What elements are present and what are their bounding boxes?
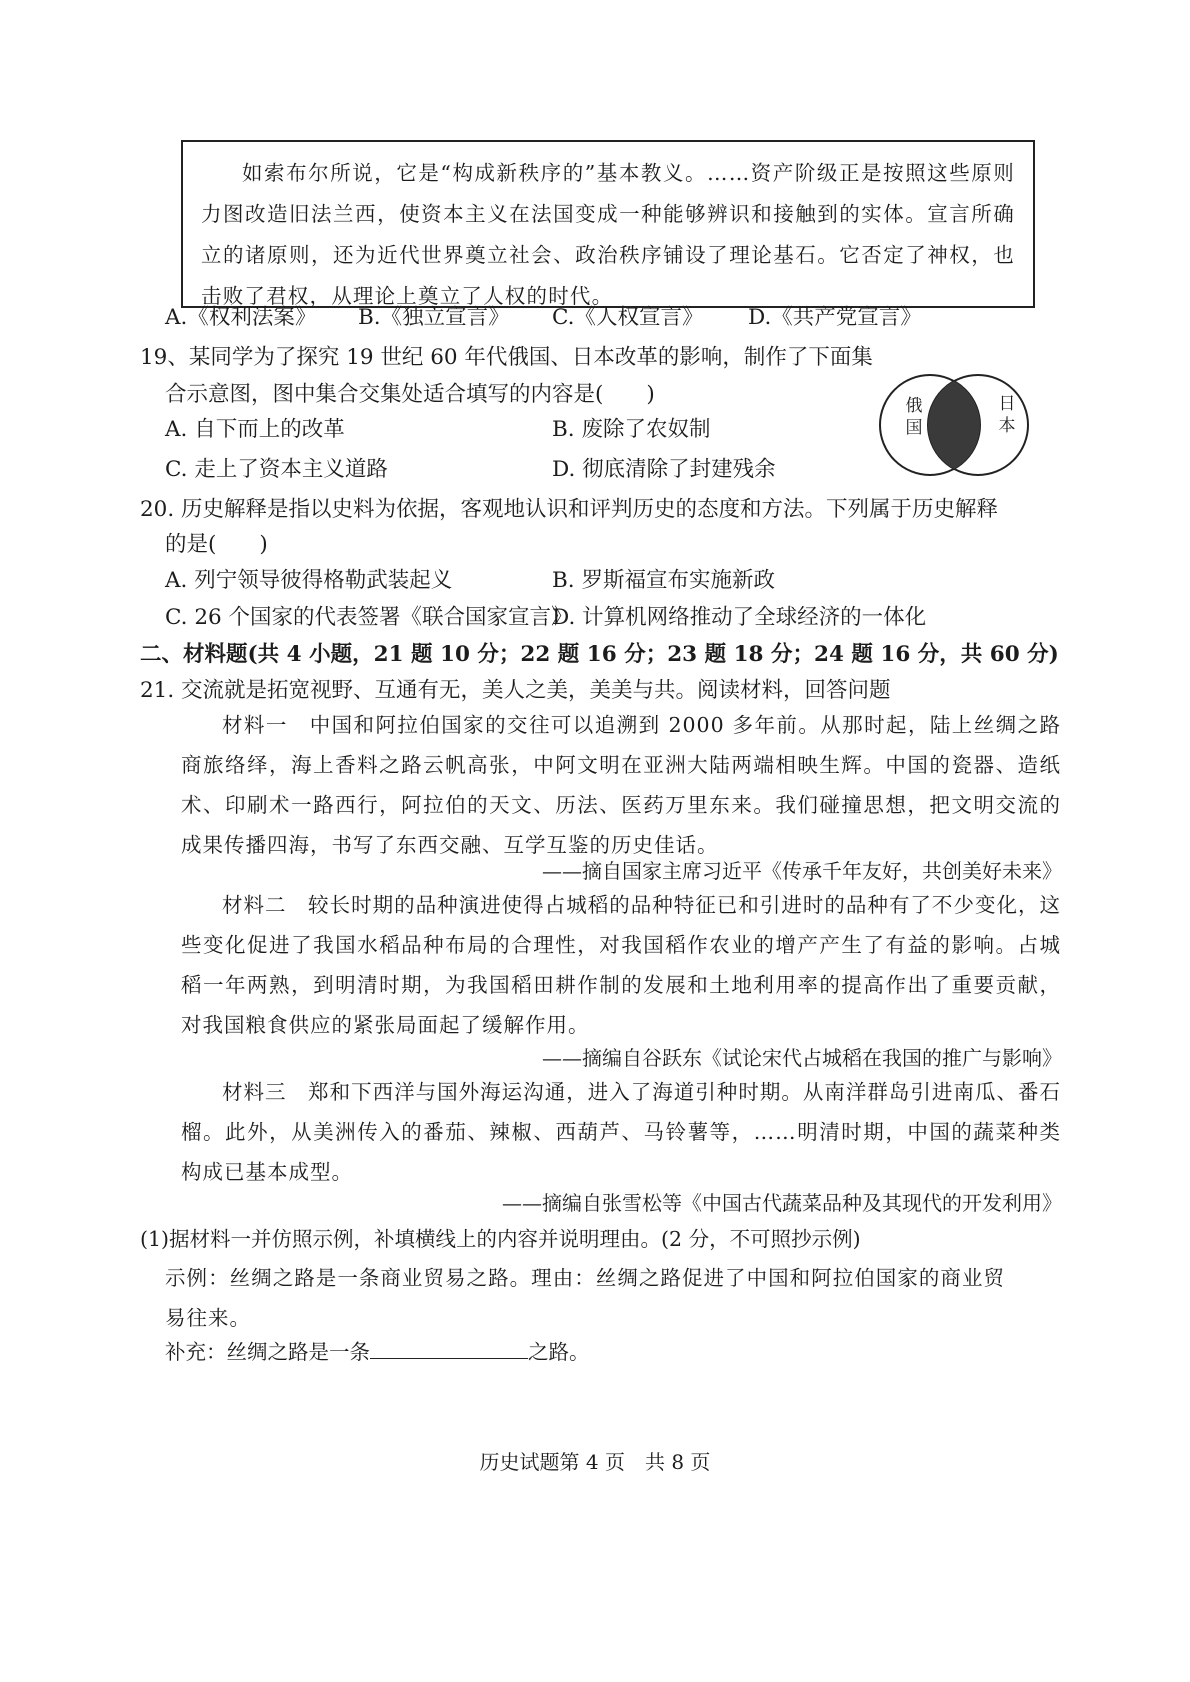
q18-option-d: D.《共产党宣言》: [748, 305, 922, 330]
q20-stem-line1: 20. 历史解释是指以史料为依据，客观地认识和评判历史的态度和方法。下列属于历史解释: [140, 497, 999, 522]
q21-material-3: 材料三 郑和下西洋与国外海运沟通，进入了海道引种时期。从南洋群岛引进南瓜、番石榴。此外，从美洲传入的番茄、辣椒、西葫芦、马铃薯等，……明清时期，中国的蔬菜种类构成已基本成型。: [181, 1080, 1061, 1184]
q19-option-c: C. 走上了资本主义道路: [165, 457, 388, 482]
q21-fill-prefix: 补充：丝绸之路是一条: [165, 1340, 370, 1364]
q18-option-a: A.《权利法案》: [165, 305, 317, 330]
venn-right-label: 日本: [998, 394, 1016, 436]
q20-option-a: A. 列宁领导彼得格勒武装起义: [165, 568, 453, 593]
q18-material-text: 如索布尔所说，它是“构成新秩序的”基本教义。……资产阶级正是按照这些原则力图改造旧法兰西，使资本主义在法国变成一种能够辨识和接触到的实体。宣言所确立的诸原则，还为近代世界奠立社会、政治秩序铺设了理论基石。它否定了神权，也击败了君权，从理论上奠立了人权的时代。: [201, 161, 1015, 308]
page-footer: 历史试题第 4 页 共 8 页: [479, 1450, 711, 1474]
q21-fill-suffix: 之路。: [528, 1340, 590, 1364]
q19-option-b: B. 废除了农奴制: [552, 417, 711, 442]
section-heading: 二、材料题(共 4 小题，21 题 10 分；22 题 16 分；23 题 18 分；24 题 16 分，共 60 分): [140, 642, 1059, 667]
q20-option-c: C. 26 个国家的代表签署《联合国家宣言》: [165, 605, 573, 630]
q19-stem-line1: 19、某同学为了探究 19 世纪 60 年代俄国、日本改革的影响，制作了下面集: [140, 345, 873, 370]
q20-option-b: B. 罗斯福宣布实施新政: [552, 568, 775, 593]
q19-option-a: A. 自下而上的改革: [165, 417, 345, 442]
q21-fill-line: [165, 1335, 590, 1365]
q20-stem-line2: 的是( ): [165, 532, 268, 557]
q21-material-1: 材料一 中国和阿拉伯国家的交往可以追溯到 2000 多年前。从那时起，陆上丝绸之路商旅络绎，海上香料之路云帆高张，中阿文明在亚洲大陆两端相映生辉。中国的瓷器、造纸术、印刷术一路西行，阿拉伯的天文、历法、医药万里东来。我们碰撞思想，把文明交流的成果传播四海，书写了东西交融、互学互鉴的历史佳话。: [181, 713, 1061, 857]
q21-material-3-source: ——摘编自张雪松等《中国古代蔬菜品种及其现代的开发利用》: [502, 1191, 1062, 1215]
q18-option-b: B.《独立宣言》: [358, 305, 510, 330]
q21-material-2-source: ——摘编自谷跃东《试论宋代占城稻在我国的推广与影响》: [542, 1046, 1062, 1070]
q21-material-1-source: ——摘自国家主席习近平《传承千年友好，共创美好未来》: [542, 859, 1062, 883]
venn-diagram: [878, 365, 1038, 485]
q19-option-d: D. 彻底清除了封建残余: [552, 457, 776, 482]
q18-material-box: [181, 140, 1035, 308]
q21-example: 示例：丝绸之路是一条商业贸易之路。理由：丝绸之路促进了中国和阿拉伯国家的商业贸易往来。: [165, 1266, 1005, 1330]
q19-stem-line2: 合示意图，图中集合交集处适合填写的内容是( ): [165, 382, 655, 407]
q21-subquestion-1: (1)据材料一并仿照示例，补填横线上的内容并说明理由。(2 分，不可照抄示例): [140, 1227, 861, 1251]
q21-material-2: 材料二 较长时期的品种演进使得占城稻的品种特征已和引进时的品种有了不少变化，这些变化促进了我国水稻品种布局的合理性，对我国稻作农业的增产产生了有益的影响。占城稻一年两熟，到明清时期，为我国稻田耕作制的发展和土地利用率的提高作出了重要贡献，对我国粮食供应的紧张局面起了缓解作用。: [181, 893, 1061, 1037]
q21-stem: 21. 交流就是拓宽视野、互通有无，美人之美，美美与共。阅读材料，回答问题: [140, 678, 891, 703]
q18-option-c: C.《人权宣言》: [552, 305, 704, 330]
q21-answer-blank[interactable]: [370, 1338, 528, 1359]
venn-left-label: 俄国: [905, 396, 923, 438]
q20-option-d: D. 计算机网络推动了全球经济的一体化: [552, 605, 927, 630]
